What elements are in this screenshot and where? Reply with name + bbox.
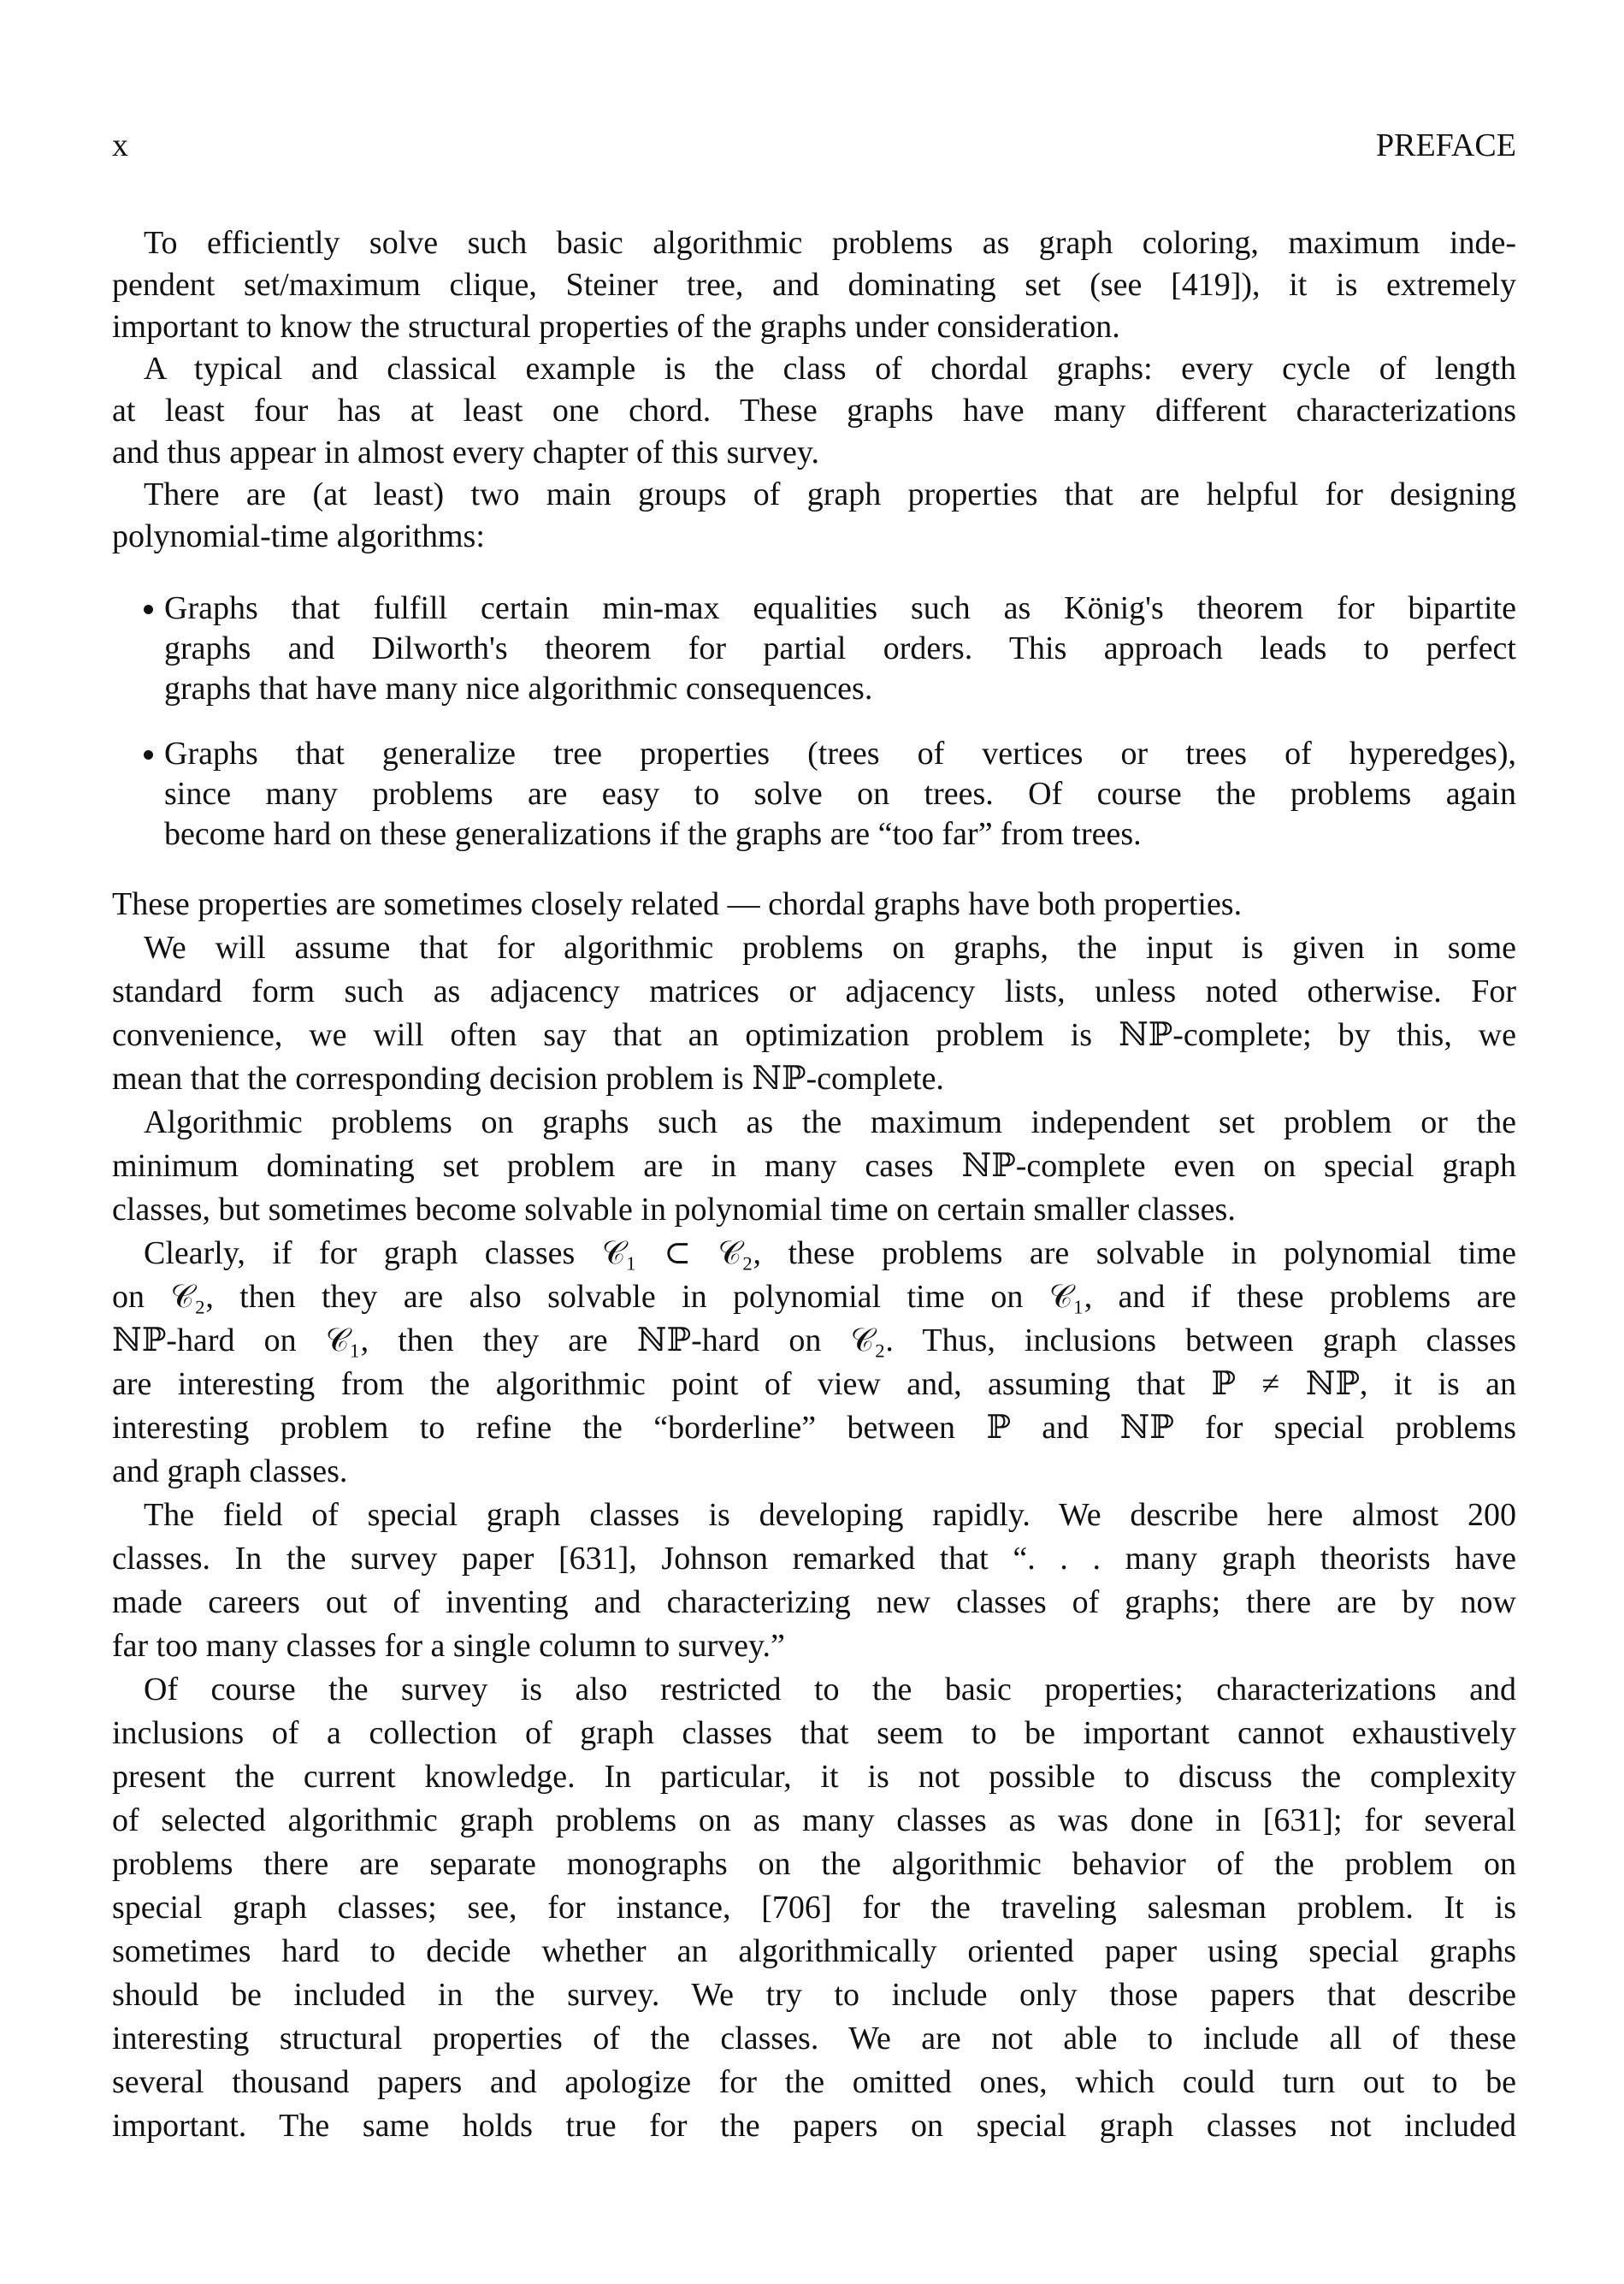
text-line: There are (at least) two main groups of graph properties that are helpful for designing [144, 476, 1516, 512]
text-line: pendent set/maximum clique, Steiner tree, and dominating set (see [419]), it is extremely [112, 267, 1516, 303]
text-line: important. The same holds true for the papers on special graph classes not included [112, 2108, 1516, 2144]
bullet-icon [144, 750, 153, 760]
text-line: on 𝒞₂, then they are also solvable in polynomial time on 𝒞₁, and if these problems are [112, 1279, 1516, 1315]
text-line: of selected algorithmic graph problems on as many classes as was done in [631]; for several [112, 1802, 1516, 1838]
text-line: graphs and Dilworth's theorem for partial orders. This approach leads to perfect [164, 630, 1516, 666]
text-line: classes. In the survey paper [631], Johnson remarked that “. . . many graph theorists have [112, 1541, 1516, 1577]
text-line: mean that the corresponding decision problem is ℕℙ-complete. [112, 1061, 944, 1097]
text-line: several thousand papers and apologize for the omitted ones, which could turn out to be [112, 2064, 1516, 2100]
text-line: interesting problem to refine the “borderline” between ℙ and ℕℙ for special problems [112, 1410, 1516, 1446]
text-line: standard form such as adjacency matrices or adjacency lists, unless noted otherwise. For [112, 973, 1516, 1009]
paragraph [112, 474, 1516, 558]
text-line: far too many classes for a single column to survey.” [112, 1628, 785, 1664]
text-line: present the current knowledge. In particular, it is not possible to discuss the complexity [112, 1759, 1516, 1795]
text-line: convenience, we will often say that an optimization problem is ℕℙ-complete; by this, we [112, 1017, 1516, 1053]
bullet-item [112, 734, 1516, 855]
text-line: since many problems are easy to solve on trees. Of course the problems again [164, 776, 1516, 812]
text-line: and thus appear in almost every chapter of this survey. [112, 435, 819, 470]
text-line: minimum dominating set problem are in many cases ℕℙ-complete even on special graph [112, 1148, 1516, 1184]
running-title: PREFACE [1375, 127, 1516, 163]
text-line: Graphs that generalize tree properties (trees of vertices or trees of hyperedges), [164, 736, 1516, 772]
bottom-paragraphs [112, 883, 1516, 2148]
text-line: special graph classes; see, for instance, [706] for the traveling salesman problem. It is [112, 1890, 1516, 1926]
paragraph [112, 883, 1516, 926]
paragraph [112, 222, 1516, 348]
paragraph [112, 348, 1516, 474]
text-line: The field of special graph classes is developing rapidly. We describe here almost 200 [144, 1497, 1516, 1533]
text-line: made careers out of inventing and characterizing new classes of graphs; there are by now [112, 1584, 1516, 1620]
text-line: become hard on these generalizations if the graphs are “too far” from trees. [164, 816, 1142, 852]
text-line: To efficiently solve such basic algorithmic problems as graph coloring, maximum inde- [144, 225, 1516, 261]
bullet-icon [144, 605, 153, 614]
bullet-list [112, 589, 1516, 855]
text-line: at least four has at least one chord. These graphs have many different characterizations [112, 393, 1516, 429]
text-line: sometimes hard to decide whether an algorithmically oriented paper using special graphs [112, 1933, 1516, 1969]
text-line: These properties are sometimes closely related — chordal graphs have both properties. [112, 886, 1243, 922]
text-line: important to know the structural properties of the graphs under consideration. [112, 309, 1120, 345]
text-line: Algorithmic problems on graphs such as the maximum independent set problem or the [144, 1104, 1516, 1140]
paragraph [112, 1232, 1516, 1494]
text-line: interesting structural properties of the classes. We are not able to include all of these [112, 2021, 1516, 2056]
text-line: graphs that have many nice algorithmic consequences. [164, 671, 873, 707]
paragraph [112, 1101, 1516, 1232]
top-paragraphs [112, 222, 1516, 558]
text-line: polynomial-time algorithms: [112, 518, 485, 554]
text-line: A typical and classical example is the class of chordal graphs: every cycle of length [144, 351, 1516, 387]
text-line: Graphs that fulfill certain min-max equalities such as König's theorem for bipartite [164, 590, 1516, 626]
paragraph [112, 1668, 1516, 2148]
text-line: and graph classes. [112, 1453, 348, 1489]
text-line: Clearly, if for graph classes 𝒞₁ ⊂ 𝒞₂, these problems are solvable in polynomial time [144, 1235, 1516, 1271]
text-line: problems there are separate monographs on the algorithmic behavior of the problem on [112, 1846, 1516, 1882]
paragraph [112, 926, 1516, 1101]
bullet-item [112, 589, 1516, 709]
text-line: are interesting from the algorithmic point of view and, assuming that ℙ ≠ ℕℙ, it is an [112, 1366, 1516, 1402]
text-line: should be included in the survey. We try to include only those papers that describe [112, 1977, 1516, 2013]
text-line: classes, but sometimes become solvable in polynomial time on certain smaller classes. [112, 1192, 1236, 1228]
text-line: inclusions of a collection of graph classes that seem to be important cannot exhaustively [112, 1715, 1516, 1751]
page-number: x [112, 127, 128, 163]
text-line: Of course the survey is also restricted to the basic properties; characterizations and [144, 1672, 1516, 1707]
text-line: We will assume that for algorithmic problems on graphs, the input is given in some [144, 930, 1516, 966]
text-line: ℕℙ-hard on 𝒞₁, then they are ℕℙ-hard on 𝒞₂. Thus, inclusions between graph classes [112, 1322, 1516, 1358]
paragraph [112, 1494, 1516, 1668]
